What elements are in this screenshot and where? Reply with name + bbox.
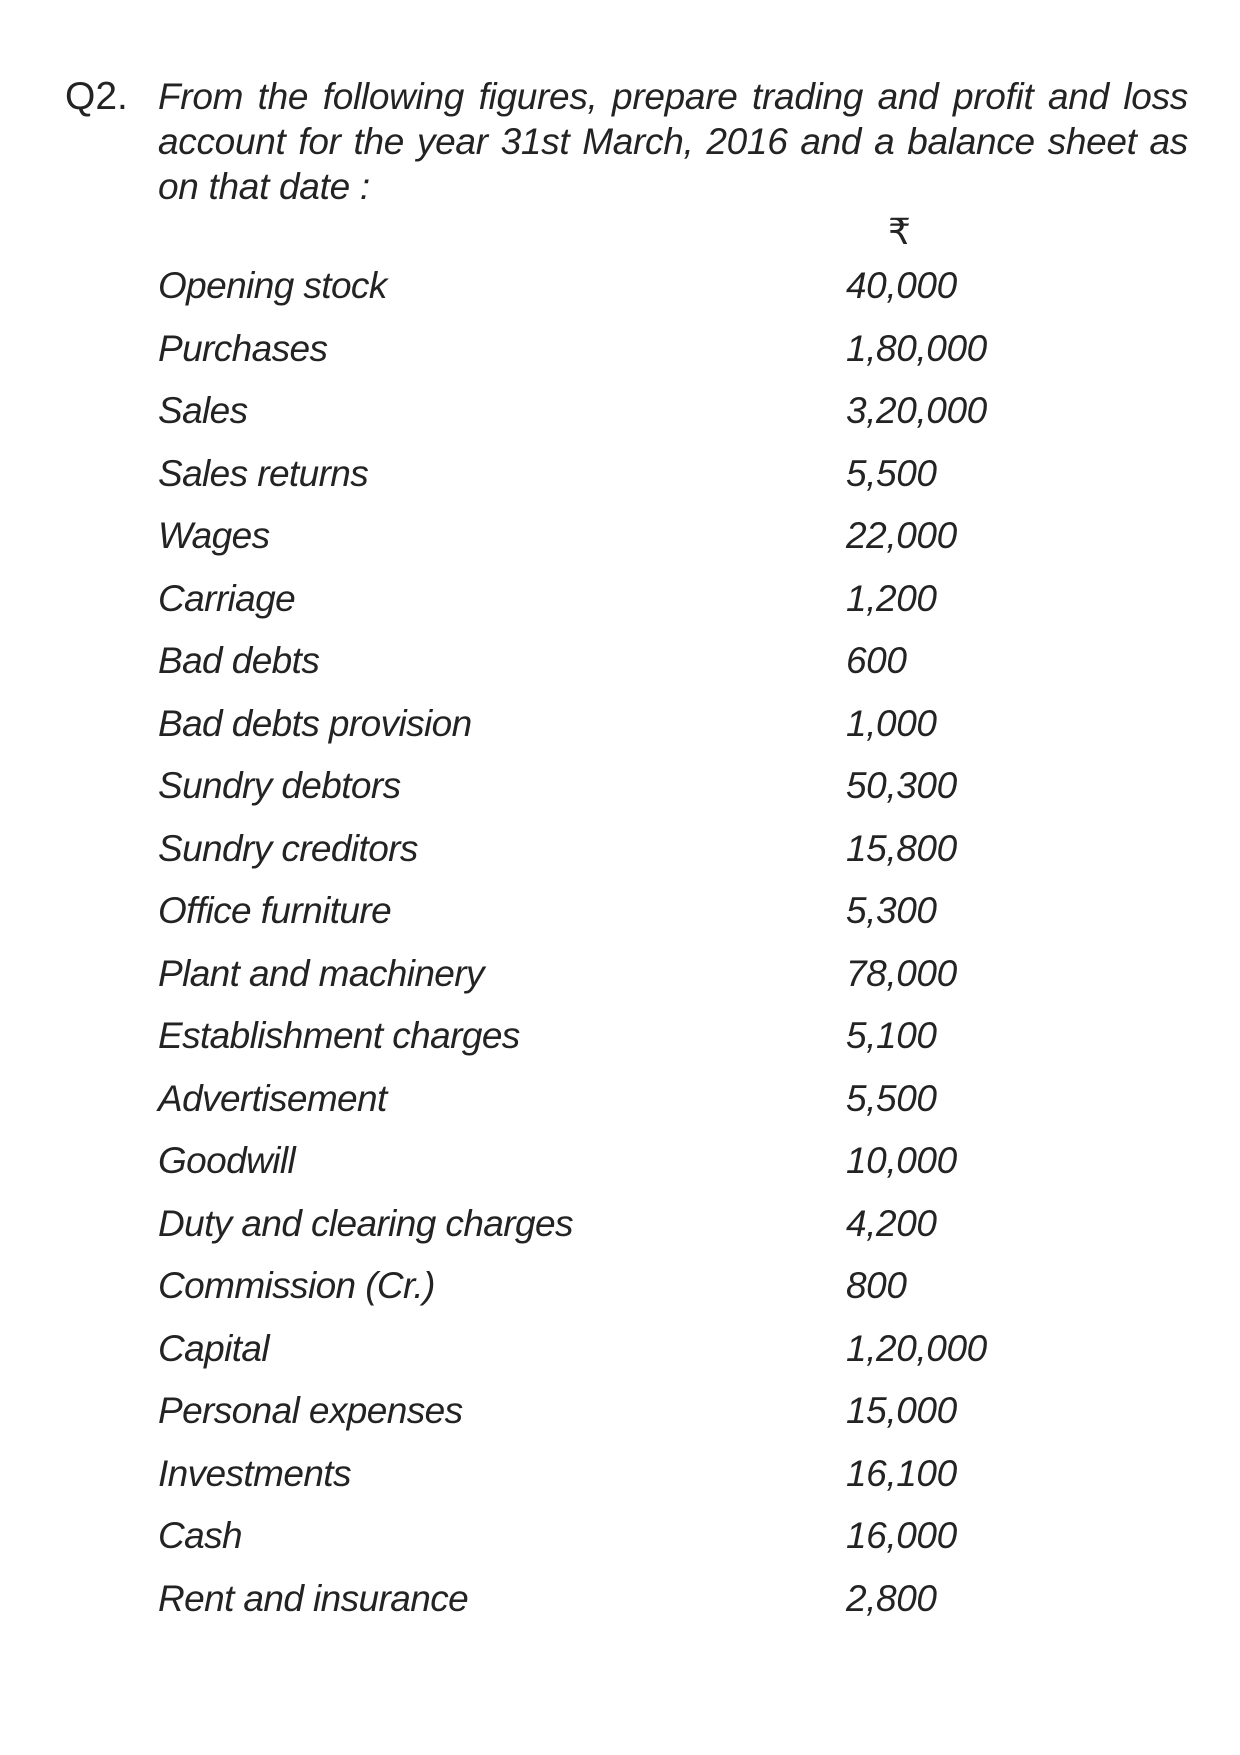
item-label: Establishment charges xyxy=(158,1015,520,1056)
item-amount: 5,500 xyxy=(846,1077,937,1119)
item-label: Capital xyxy=(158,1327,269,1369)
item-label: Goodwill xyxy=(158,1140,296,1181)
list-item xyxy=(158,1389,1058,1452)
list-item xyxy=(158,1452,1058,1515)
list-item xyxy=(158,1014,1058,1077)
item-label: Bad debts provision xyxy=(158,702,472,744)
question-number: Q2. xyxy=(65,75,128,118)
item-label: Sundry creditors xyxy=(158,827,418,869)
item-amount: 3,20,000 xyxy=(846,390,987,431)
item-amount: 1,200 xyxy=(846,577,937,619)
item-label: Plant and machinery xyxy=(158,952,484,994)
list-item xyxy=(158,1514,1058,1577)
item-amount: 78,000 xyxy=(846,952,957,994)
list-item xyxy=(158,389,1058,452)
item-amount: 5,500 xyxy=(846,452,937,494)
question-text xyxy=(158,74,1188,209)
item-label: Commission (Cr.) xyxy=(158,1265,435,1306)
list-item xyxy=(158,702,1058,765)
list-item xyxy=(158,327,1058,390)
item-amount: 2,800 xyxy=(846,1577,937,1619)
item-amount: 40,000 xyxy=(846,265,957,306)
figures-list xyxy=(158,264,1058,1639)
question-line: on that date : xyxy=(158,166,370,207)
list-item xyxy=(158,264,1058,327)
item-amount: 800 xyxy=(846,1265,907,1306)
list-item xyxy=(158,514,1058,577)
item-label: Sundry debtors xyxy=(158,765,401,806)
list-item xyxy=(158,1264,1058,1327)
currency-symbol: ₹ xyxy=(888,211,911,252)
item-amount: 1,80,000 xyxy=(846,327,987,369)
question-line: From the following figures, prepare trading and profit and loss xyxy=(158,76,1188,117)
item-label: Investments xyxy=(158,1452,351,1494)
item-amount: 600 xyxy=(846,640,907,681)
item-amount: 10,000 xyxy=(846,1140,957,1181)
item-label: Opening stock xyxy=(158,265,387,306)
list-item xyxy=(158,827,1058,890)
item-label: Cash xyxy=(158,1515,242,1556)
item-label: Sales returns xyxy=(158,452,369,494)
question-line: account for the year 31st March, 2016 and a balance sheet as xyxy=(158,121,1188,162)
item-label: Purchases xyxy=(158,327,328,369)
item-amount: 4,200 xyxy=(846,1202,937,1244)
item-amount: 15,000 xyxy=(846,1390,957,1431)
item-label: Personal expenses xyxy=(158,1390,463,1431)
item-amount: 15,800 xyxy=(846,827,957,869)
item-amount: 5,300 xyxy=(846,890,937,931)
list-item xyxy=(158,1327,1058,1390)
list-item xyxy=(158,1577,1058,1640)
item-amount: 16,000 xyxy=(846,1515,957,1556)
item-label: Advertisement xyxy=(158,1077,387,1119)
item-label: Duty and clearing charges xyxy=(158,1202,573,1244)
item-label: Sales xyxy=(158,390,248,431)
item-amount: 50,300 xyxy=(846,765,957,806)
item-label: Bad debts xyxy=(158,640,320,681)
list-item xyxy=(158,1202,1058,1265)
list-item xyxy=(158,1077,1058,1140)
item-label: Wages xyxy=(158,515,270,556)
list-item xyxy=(158,764,1058,827)
item-amount: 5,100 xyxy=(846,1015,937,1056)
item-label: Carriage xyxy=(158,577,296,619)
list-item xyxy=(158,452,1058,515)
list-item xyxy=(158,577,1058,640)
item-label: Rent and insurance xyxy=(158,1577,469,1619)
item-label: Office furniture xyxy=(158,890,392,931)
list-item xyxy=(158,639,1058,702)
item-amount: 22,000 xyxy=(846,515,957,556)
item-amount: 1,000 xyxy=(846,702,937,744)
list-item xyxy=(158,889,1058,952)
item-amount: 1,20,000 xyxy=(846,1327,987,1369)
list-item xyxy=(158,1139,1058,1202)
list-item xyxy=(158,952,1058,1015)
item-amount: 16,100 xyxy=(846,1452,957,1494)
